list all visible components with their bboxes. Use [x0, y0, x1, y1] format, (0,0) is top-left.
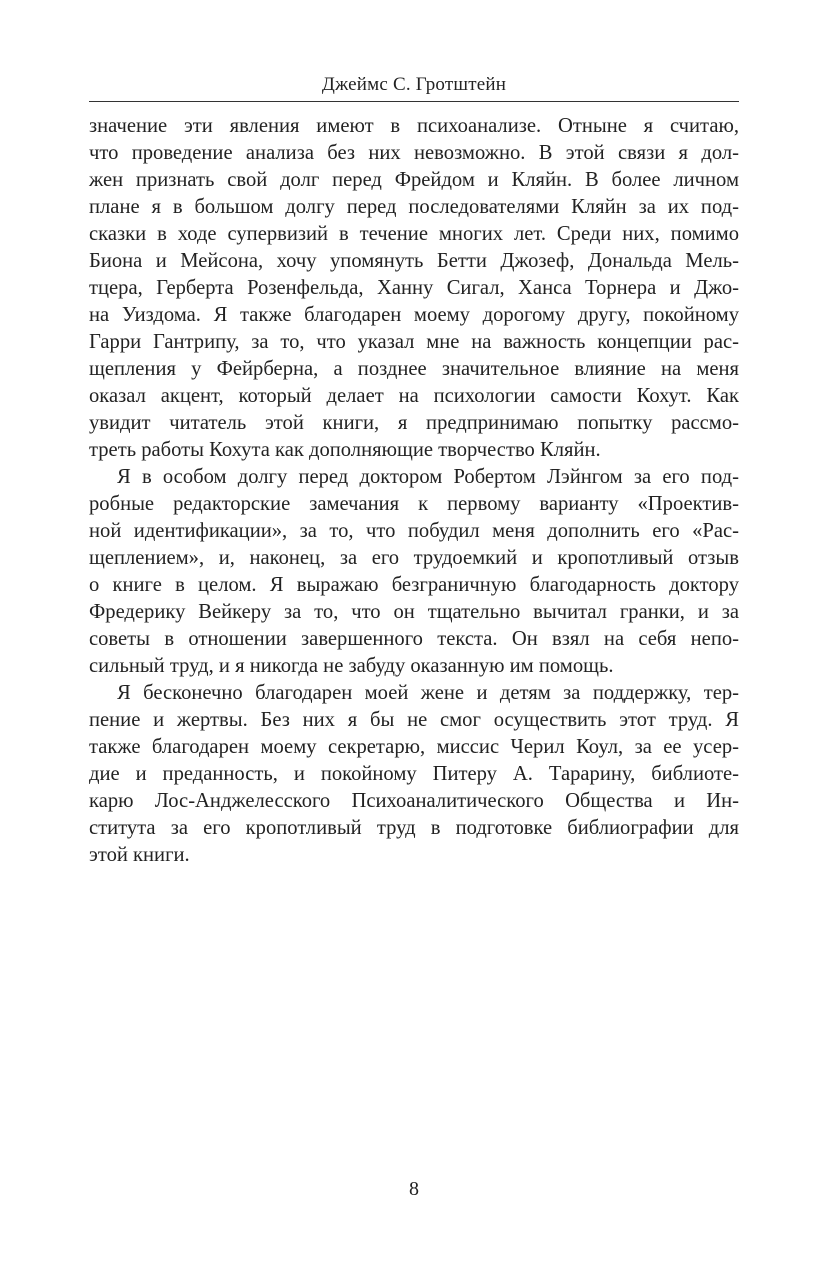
text-line: Гарри Гантрипу, за то, что указал мне на важность концепции рас- [89, 331, 739, 353]
text-line: Я в особом долгу перед доктором Робертом Лэйнгом за его под- [117, 466, 739, 488]
text-line: оказал акцент, который делает на психологии самости Кохут. Как [89, 385, 739, 407]
text-line: плане я в большом долгу перед последователями Кляйн за их под- [89, 196, 739, 218]
text-line: о книге в целом. Я выражаю безграничную благодарность доктору [89, 574, 739, 596]
paragraph-3 [89, 680, 739, 869]
text-line: жен признать свой долг перед Фрейдом и Кляйн. В более личном [89, 169, 739, 191]
text-line: тцера, Герберта Розенфельда, Ханну Сигал, Ханса Торнера и Джо- [89, 277, 739, 299]
page-number: 8 [409, 1178, 419, 1200]
text-line: пение и жертвы. Без них я бы не смог осуществить этот труд. Я [89, 709, 739, 731]
text-line: щепления у Фейрберна, а позднее значительное влияние на меня [89, 358, 739, 380]
text-line: робные редакторские замечания к первому варианту «Проектив- [89, 493, 739, 515]
paragraph-2 [89, 464, 739, 680]
text-line: сказки в ходе супервизий в течение многих лет. Среди них, помимо [89, 223, 739, 245]
text-line: ной идентификации», за то, что побудил меня дополнить его «Рас- [89, 520, 739, 542]
text-line: этой книги. [89, 844, 190, 866]
text-line: что проведение анализа без них невозможно. В этой связи я дол- [89, 142, 739, 164]
text-line: дие и преданность, и покойному Питеру А. Тарарину, библиоте- [89, 763, 739, 785]
running-header: Джеймс С. Гротштейн [321, 74, 507, 95]
body-text [89, 113, 739, 869]
text-line: сильный труд, и я никогда не забуду оказанную им помощь. [89, 655, 614, 677]
paragraph-1 [89, 113, 739, 464]
header-rule [89, 101, 739, 102]
text-line: советы в отношении завершенного текста. Он взял на себя непо- [89, 628, 739, 650]
text-line: Фредерику Вейкеру за то, что он тщательно вычитал гранки, и за [89, 601, 739, 623]
text-line: увидит читатель этой книги, я предпринимаю попытку рассмо- [89, 412, 739, 434]
text-line: треть работы Кохута как дополняющие творчество Кляйн. [89, 439, 601, 461]
text-line: на Уиздома. Я также благодарен моему дорогому другу, покойному [89, 304, 739, 326]
text-line: Я бесконечно благодарен моей жене и детям за поддержку, тер- [117, 682, 739, 704]
text-line: щеплением», и, наконец, за его трудоемкий и кропотливый отзыв [89, 547, 739, 569]
text-line: Биона и Мейсона, хочу упомянуть Бетти Джозеф, Дональда Мель- [89, 250, 739, 272]
text-line: карю Лос-Анджелесского Психоаналитического Общества и Ин- [89, 790, 739, 812]
text-line: ститута за его кропотливый труд в подготовке библиографии для [89, 817, 739, 839]
text-line: значение эти явления имеют в психоанализе. Отныне я считаю, [89, 115, 739, 137]
text-line: также благодарен моему секретарю, миссис Черил Коул, за ее усер- [89, 736, 739, 758]
